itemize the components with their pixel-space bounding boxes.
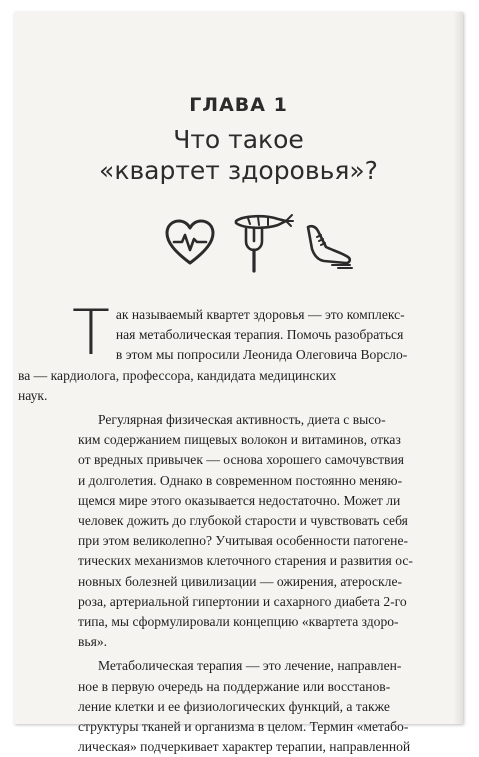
heart-pulse-icon — [164, 217, 216, 269]
book-page — [14, 12, 463, 755]
text-line: новных болезней цивилизации — ожирения, атеросклe- — [78, 573, 403, 589]
text-line: лическая» подчеркивает характер терапии, направленной — [78, 739, 411, 755]
carrot-fork-icon — [230, 207, 294, 273]
chapter-label: ГЛАВА 1 — [189, 94, 288, 116]
text-line: ак называемый квартет здоровья — это комплекс- — [115, 307, 405, 322]
paragraph-1 — [18, 296, 451, 406]
text-line: вья». — [78, 634, 108, 650]
paragraph-2 — [58, 410, 451, 652]
chapter-icons — [164, 207, 354, 277]
text-line: наук. — [18, 387, 48, 403]
chapter-title — [14, 124, 463, 186]
text-line: структуры тканей и организма в целом. Термин «метабо- — [78, 719, 409, 735]
drop-cap: Т — [72, 296, 110, 369]
text-line: ное в первую очередь на поддержание или восстанов- — [78, 678, 391, 694]
text-line: от вредных привычек — основа хорошего самочувствия — [78, 452, 404, 468]
text-line: в этом мы попросили Леонида Олеговича Ворсло- — [115, 347, 408, 363]
text-line: ная метаболическая терапия. Помочь разобраться — [115, 327, 404, 343]
text-line: роза, артериальной гипертонии и сахарного диабета 2-го — [78, 593, 407, 609]
text-line: Регулярная физическая активность, диета с высо- — [98, 412, 386, 428]
running-shoe-icon — [302, 217, 354, 269]
text-line: и долголетия. Однако в современном постоянно меняю- — [78, 472, 403, 488]
page-edge-shadow — [453, 12, 463, 724]
text-line: тических механизмов клеточного старения и развития ос- — [78, 553, 413, 569]
chapter-title-line-2: «квартет здоровья»? — [99, 156, 378, 185]
chapter-body — [18, 296, 451, 757]
text-line: Метаболическая терапия — это лечение, направлен- — [98, 658, 402, 674]
text-line: типа, мы сформулировали концепцию «квартета здоро- — [78, 614, 399, 630]
text-line: человек дожить до глубокой старости и чувствовать себя — [78, 513, 408, 529]
text-line: при этом великолепно? Учитывая особенности патогене- — [78, 533, 409, 549]
text-line: ва — кардиолога, профессора, кандидата медицинских — [18, 367, 337, 383]
text-line: ление клетки и ее физиологических функций, а также — [78, 698, 390, 714]
text-line: щемся мире этого оказывается недостаточно. Может ли — [78, 492, 401, 508]
text-line: ким содержанием пищевых волокон и витаминов, отказ — [78, 432, 401, 448]
paragraph-3 — [58, 656, 451, 757]
chapter-title-line-1: Что такое — [173, 125, 304, 154]
